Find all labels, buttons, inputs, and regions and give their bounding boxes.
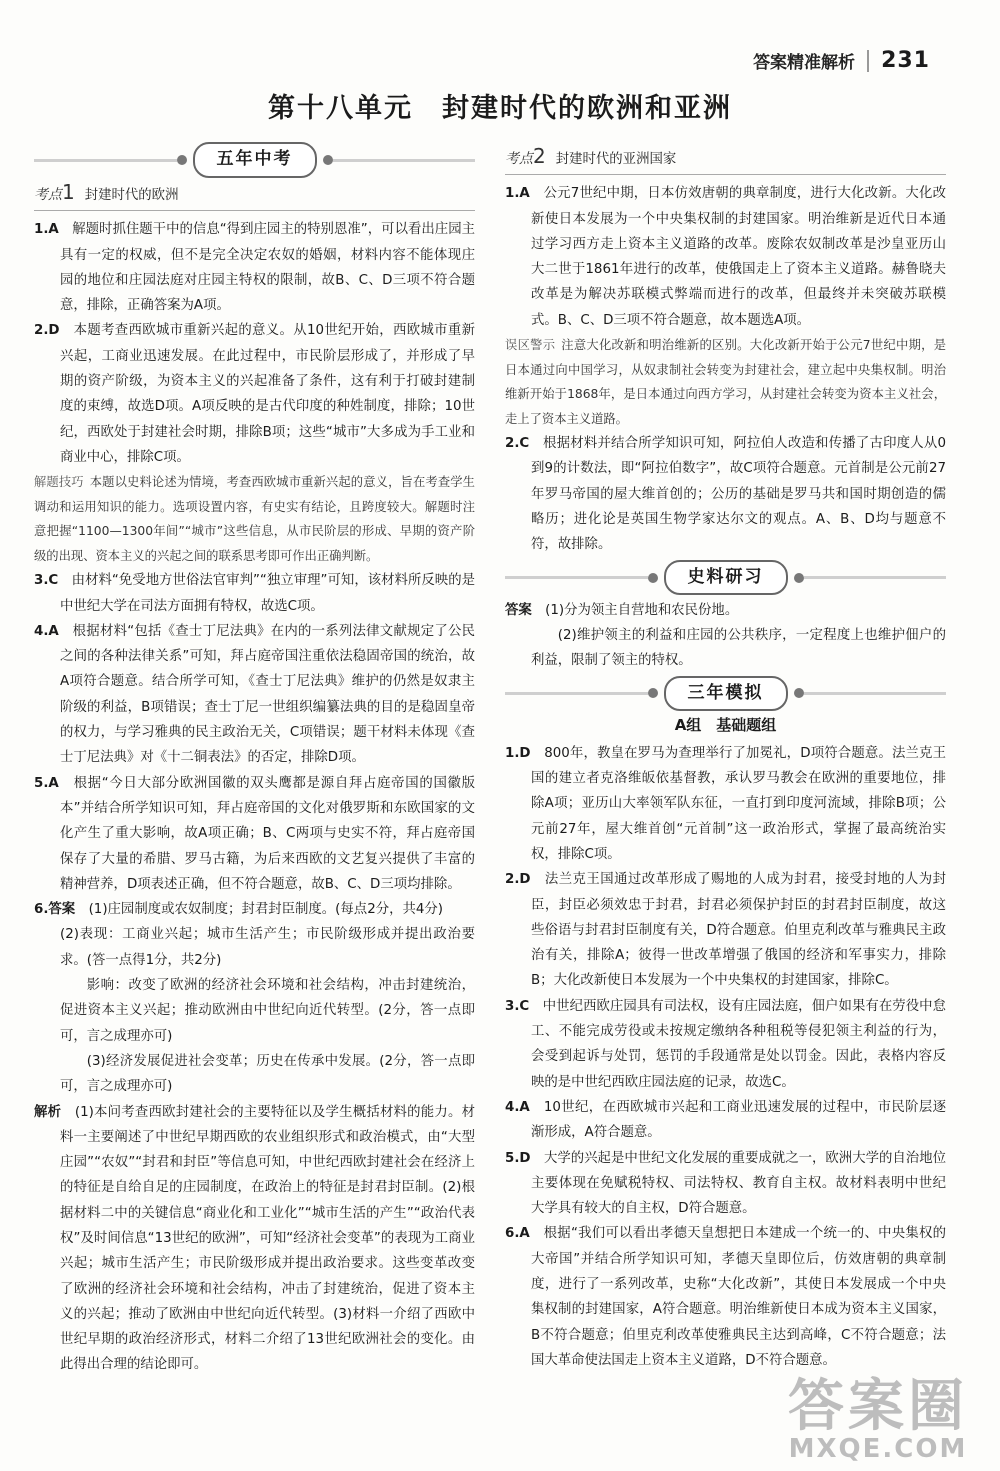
header-label: 答案精准解析: [753, 53, 856, 73]
kaodian-title: 封建时代的亚洲国家: [555, 152, 677, 167]
section-title: 三年模拟: [664, 676, 788, 711]
section-banner-three-year: [505, 677, 946, 709]
unit-title: 第十八单元 封建时代的欧洲和亚洲: [268, 93, 732, 124]
answer-sub: 影响：改变了欧洲的经济社会环境和社会结构，冲击封建统治，促进资本主义兴起；推动欧洲由中世纪向近代转型。(2分，答一点即可，言之成理亦可): [60, 978, 475, 1044]
section-banner-shiliao: [505, 562, 946, 594]
banner-dot-icon: [648, 688, 658, 698]
answer-sub: (3)经济发展促进社会变革；历史在传承中发展。(2分，答一点即可，言之成理亦可): [60, 1053, 475, 1095]
tip-note: 解题技巧 本题以史料论述为情境，考查西欧城市重新兴起的意义，旨在考查学生调动和运用知识的能力。选项设置内容，有史实有结论，且跨度较大。解题时注意把握“1100—1300年间”“城市”这些信息，从市民阶层的形成、早期的资产阶级的出现、资本主义的兴起之间的联系思考即可作出正确判断。: [34, 475, 475, 563]
answer-item: 4.A 10世纪，在西欧城市兴起和工商业迅速发展的过程中，市民阶层逐渐形成，A符合题意。: [505, 1099, 947, 1141]
banner-dot-icon: [794, 573, 804, 583]
section-title: 五年中考: [193, 142, 317, 177]
section-banner-five-year: [34, 144, 475, 176]
left-column: [34, 140, 475, 1378]
answer-item: 1.D 800年，教皇在罗马为查理举行了加冕礼，D项符合题意。法兰克王国的建立者克洛维皈依基督教，承认罗马教会在欧洲的重要地位，排除A项；亚历山大率领军队东征，一直打到印度河流域，排除B项；公元前27年，屋大维首创“元首制”这一政治形式，掌握了最高统治实权，排除C项。: [505, 745, 946, 862]
header-divider: [867, 50, 869, 72]
kaodian-tag: 考点2: [505, 144, 546, 168]
answer-item: 5.D 大学的兴起是中世纪文化发展的重要成就之一，欧洲大学的自治地位主要体现在免赋税特权、司法特权、教育自主权。故材料表明中世纪大学具有较大的自主权，D符合题意。: [505, 1150, 947, 1217]
page-number: 231: [881, 48, 930, 73]
answer-item: 1.A 公元7世纪中期，日本仿效唐朝的典章制度，进行大化改新。大化改新使日本发展为一个中央集权制的封建国家。明治维新是近代日本通过学习西方走上资本主义道路的改革。废除农奴制改革是沙皇亚历山大二世于1861年进行的改革，使俄国走上了资本主义道路。赫鲁晓夫改革是为解决苏联模式弊端而进行的改革，但最终并未突破苏联模式。B、C、D三项不符合题意，故本题选A项。: [505, 186, 946, 328]
answer-sub: (2)维护领主的利益和庄园的公共秩序，一定程度上也维护佃户的利益，限制了领主的特权。: [531, 627, 946, 669]
section-title: 史料研习: [664, 560, 788, 595]
answer-item: 6.答案 (1)庄园制度或农奴制度；封君封臣制度。(每点2分，共4分): [34, 902, 444, 918]
analysis: 解析 (1)本问考查西欧封建社会的主要特征以及学生概括材料的能力。材料一主要阐述了中世纪早期西欧的农业组织形式和政治模式，由“大型庄园”“农奴”“封君和封臣”等信息可知，中世纪西欧封建社会在经济上的特征是自给自足的庄园制度，在政治上的特征是封君封臣制。(2)根据材料二中的关键信息“商业化和工业化”“城市生活的产生”“政治代表权”及时间信息“13世纪的欧洲”，可知“经济社会变革”的表现为工商业兴起；城市生活产生；市民阶级形成并提出政治要求。这些变革改变了欧洲的经济社会环境和社会结构，冲击了封建统治，促进了资本主义的兴起；推动了欧洲由中世纪向近代转型。(3)材料一介绍了西欧中世纪早期的政治经济形式，材料二介绍了13世纪欧洲社会的变化。由此得出合理的结论即可。: [34, 1104, 476, 1373]
answer-item: 3.C 由材料“免受地方世俗法官审判”“独立审理”可知，该材料所反映的是中世纪大学在司法方面拥有特权，故选C项。: [34, 573, 476, 614]
answer-sub: (2)表现：工商业兴起；城市生活产生；市民阶级形成并提出政治要求。(答一点得1分，共2分): [60, 927, 475, 968]
kaodian-tag: 考点1: [34, 180, 75, 204]
banner-dot-icon: [794, 688, 804, 698]
kaodian-heading: [505, 144, 946, 175]
banner-dot-icon: [323, 155, 333, 165]
page-header: [753, 48, 930, 73]
answer-item: 答案 (1)分为领主自营地和农民份地。: [505, 602, 739, 618]
kaodian-heading: [34, 180, 475, 211]
answer-item: 6.A 根据“我们可以看出孝德天皇想把日本建成一个统一的、中央集权的大帝国”并结合所学知识可知，孝德天皇即位后，仿效唐朝的典章制度，进行了一系列改革，史称“大化改新”，其使日本发展成一个中央集权制的封建国家，A符合题意。明治维新使日本成为资本主义国家，B不符合题意；伯里克利改革使雅典民主达到高峰，C不符合题意；法国大革命使法国走上资本主义道路，D不符合题意。: [505, 1226, 947, 1368]
answer-item: 1.A 解题时抓住题干中的信息“得到庄园主的特别恩准”，可以看出庄园主具有一定的权威，但不是完全决定农奴的婚姻，材料内容不能体现庄园的地位和庄园法庭对庄园主特权的限制，故B、C、D三项不符合题意，排除，正确答案为A项。: [34, 222, 476, 314]
answer-item: 2.D 法兰克王国通过改革形成了赐地的人成为封君，接受封地的人为封臣，封臣必须效忠于封君，封君必须保护封臣的封君封臣制度，故这些俗语与封君封臣制度有关，D符合题意。伯里克利改革与雅典民主政治有关，排除A；彼得一世改革增强了俄国的经济和军事实力，排除B；大化改新使日本发展为一个中央集权的封建国家，排除C。: [505, 872, 947, 989]
answer-item: 3.C 中世纪西欧庄园具有司法权，设有庄园法庭，佃户如果有在劳役中怠工、不能完成劳役或未按规定缴纳各种租税等侵犯领主利益的行为，会受到起诉与处罚，惩罚的手段通常是处以罚金。因此，表格内容反映的是中世纪西欧庄园法庭的记录，故选C。: [505, 998, 947, 1090]
group-title: A组 基础题组: [674, 716, 777, 735]
answer-item: 2.C 根据材料并结合所学知识可知，阿拉伯人改造和传播了古印度人从0到9的计数法，即“阿拉伯数字”，故C项符合题意。元首制是公元前27年罗马帝国的屋大维首创的；公历的基础是罗马共和国时期创造的儒略历；进化论是英国生物学家达尔文的观点。A、B、D均与题意不符，故排除。: [505, 436, 946, 553]
right-column: [505, 140, 946, 1373]
answer-item: 4.A 根据材料“包括《查士丁尼法典》在内的一系列法律文献规定了公民之间的各种法律关系”可知，拜占庭帝国注重依法稳固帝国的统治，故A项符合题意。结合所学可知，《查士丁尼法典》维护的仍然是奴隶主阶级的利益，B项错误；查士丁尼一世组织编纂法典的目的是稳固皇帝的权力，与学习雅典的民主政治无关，C项错误；题干材料未体现《查士丁尼法典》对《十二铜表法》的否定，排除D项。: [34, 623, 476, 766]
answer-item: 5.A 根据“今日大部分欧洲国徽的双头鹰都是源自拜占庭帝国的国徽版本”并结合所学知识可知，拜占庭帝国的文化对俄罗斯和东欧国家的文化产生了重大影响，故A项正确；B、C两项与史实不符，拜占庭帝国保存了大量的希腊、罗马古籍，为后来西欧的文艺复兴提供了丰富的精神营养，D项表述正确，但不符合题意，故B、C、D三项均排除。: [34, 775, 476, 892]
kaodian-title: 封建时代的欧洲: [84, 188, 179, 203]
watermark-logo: 答案圈 MXQE.COM: [788, 1374, 968, 1464]
answer-item: 2.D 本题考查西欧城市重新兴起的意义。从10世纪开始，西欧城市重新兴起，工商业迅速发展。在此过程中，市民阶层形成了，并形成了早期的资产阶级，为资本主义的兴起准备了条件，这有利于打破封建制度的束缚，故选D项。A项反映的是古代印度的种姓制度，排除；10世纪，西欧处于封建社会时期，排除B项；这些“城市”大多成为手工业和商业中心，排除C项。: [34, 323, 476, 465]
banner-dot-icon: [177, 155, 187, 165]
banner-dot-icon: [648, 573, 658, 583]
warning-note: 误区警示 注意大化改新和明治维新的区别。大化改新开始于公元7世纪中期，是日本通过向中国学习，从奴隶制社会转变为封建社会，建立起中央集权制。明治维新开始于1868年，是日本通过向西方学习，从封建社会转变为资本主义社会，走上了资本主义道路。: [505, 338, 946, 426]
